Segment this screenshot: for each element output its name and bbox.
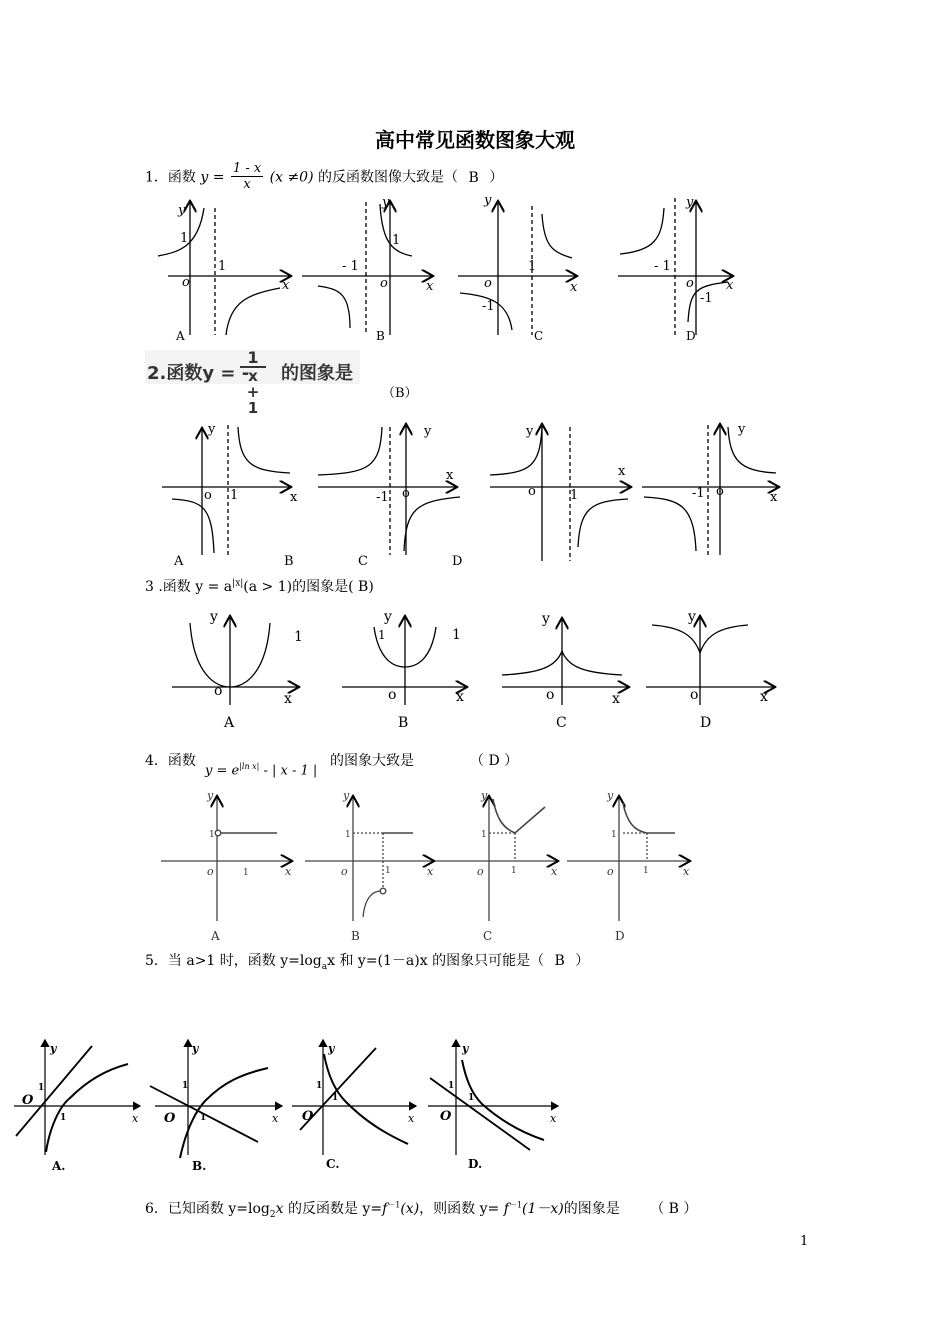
q1-c-x-label: x (570, 280, 578, 295)
q4-graph-a (161, 797, 291, 921)
q3-prefix: 3 .函数 y = a (145, 579, 233, 595)
q3-a-x-label: x (284, 691, 292, 707)
q4-a-one-x: 1 (243, 868, 249, 878)
q3-graphs (160, 605, 780, 735)
q1-a-x-label: x (282, 278, 290, 293)
q6-inverse: －1 (387, 1200, 401, 1210)
q1-c-origin: o (484, 276, 492, 291)
q2-b-x-label: x (446, 468, 454, 483)
q5-c-origin: O (302, 1109, 314, 1124)
q4-c-one: 1 (481, 830, 487, 840)
q3-c-origin: o (546, 687, 555, 703)
q2-frac-num: 1 (240, 350, 266, 368)
q4-b-y-label: y (343, 789, 350, 802)
q1-graph-b (302, 202, 432, 335)
q2-graphs (150, 415, 790, 571)
q5-d-one-x: 1 (468, 1093, 475, 1103)
q2-answer: （B） (382, 386, 418, 401)
question-6 (145, 1198, 697, 1220)
q4-graph-c (435, 797, 557, 921)
q3-a-letter: A (224, 715, 235, 731)
q1-frac-den: x (243, 177, 251, 192)
q1-b-label1: - 1 (342, 259, 359, 274)
q4-c-origin: o (477, 865, 484, 878)
q1-b-origin: o (380, 276, 388, 291)
q5-a-letter: A. (52, 1159, 66, 1173)
q2-c-letter: C (358, 554, 368, 569)
question-5 (145, 950, 589, 972)
q2-a-label1: 1 (230, 488, 239, 503)
q4-b-letter: B (351, 929, 360, 943)
q1-graphs (140, 190, 760, 348)
q4-b-one: 1 (345, 830, 351, 840)
q5-b-x-label: x (272, 1112, 279, 1125)
q4-d-one: 1 (611, 830, 617, 840)
q5-prefix: 5．当 a>1 时，函数 y=log (145, 953, 322, 969)
q4-c-y-label: y (481, 789, 488, 802)
q1-y-eq: y = (200, 169, 225, 186)
q4-b-origin: o (341, 865, 348, 878)
q4-graph-d (567, 797, 689, 921)
q5-a-one-y: 1 (38, 1083, 45, 1093)
q3-c-letter: C (556, 715, 567, 731)
q1-close: ） (489, 169, 504, 186)
q1-c-label2: -1 (482, 299, 495, 314)
q1-condition: (x ≠0) (269, 169, 314, 186)
q4-formula-base: y = e (205, 763, 240, 779)
q4-a-one: 1 (209, 830, 215, 840)
q1-a-letter: A (176, 329, 185, 343)
q4-formula-exp: |ln x| (239, 762, 260, 771)
q4-answer: （ D ） (470, 753, 519, 769)
q3-d-letter: D (700, 715, 712, 731)
q6-mid: 的反函数是 y= (283, 1201, 383, 1217)
q5-postfix: x 和 y=(1－a)x 的图象只可能是（ (327, 953, 545, 969)
q5-graphs (10, 1030, 570, 1180)
q1-number: 1．函数 (145, 169, 196, 186)
q4-graph-b (305, 797, 433, 921)
q2-graph-a (162, 425, 290, 555)
q5-a-y-label: y (50, 1042, 57, 1055)
q2-frac-den: x + 1 (246, 367, 260, 417)
q4-b-one-x: 1 (385, 866, 391, 876)
q5-graph-d (428, 1040, 558, 1155)
q2-b-label1: -1 (376, 490, 389, 505)
q3-d-x-label: x (760, 689, 768, 705)
q4-c-x-label: x (551, 865, 558, 878)
q5-d-x-label: x (550, 1112, 557, 1125)
q2-c-origin: o (528, 484, 536, 499)
q2-a-y-label: y (208, 422, 216, 437)
q6-subscript: 2 (269, 1209, 276, 1220)
q5-answer: B (554, 953, 565, 969)
q5-d-letter: D. (468, 1157, 483, 1171)
q3-a-origin: o (214, 683, 223, 699)
q4-d-one-x: 1 (643, 866, 649, 876)
question-3 (145, 576, 374, 596)
q4-graphs (155, 785, 695, 945)
q1-d-x-label: x (726, 278, 734, 293)
q2-d-letter: D (452, 554, 463, 569)
q2-a-letter: A (174, 554, 184, 569)
q1-b-label2: 1 (392, 233, 401, 248)
q1-graph-d (618, 198, 732, 335)
q5-b-y-label: y (192, 1042, 199, 1055)
q1-d-label1: - 1 (654, 259, 671, 274)
q4-c-letter: C (483, 929, 493, 943)
q6-arg2: (1－x) (522, 1201, 564, 1217)
q5-subscript: a (321, 961, 328, 972)
q1-answer: B (468, 169, 479, 186)
q3-c-x-label: x (612, 691, 620, 707)
q4-formula-rest: - | x - 1 | (263, 763, 318, 779)
q1-b-x-label: x (426, 279, 434, 294)
q2-a-origin: o (204, 488, 212, 503)
q1-a-origin: o (182, 275, 190, 290)
q2-d-label1: -1 (692, 486, 705, 501)
q3-d-y-label: y (688, 609, 696, 625)
q3-close: ) (368, 579, 374, 595)
q2-d-origin: o (716, 484, 724, 499)
q4-a-y-label: y (207, 789, 214, 802)
q4-d-origin: o (607, 865, 614, 878)
q6-prefix: 6．已知函数 y=log (145, 1201, 270, 1217)
q1-b-letter: B (376, 329, 385, 343)
q1-tail: 的反函数图像大致是（ (318, 169, 459, 186)
q2-d-x-label: x (770, 490, 778, 505)
q4-c-one-x: 1 (511, 866, 517, 876)
q1-d-label2: -1 (700, 291, 713, 306)
q2-prefix: 2.函数y = - (147, 363, 250, 384)
q5-a-x-label: x (132, 1112, 139, 1125)
q4-formula (205, 762, 317, 778)
q1-frac-num: 1 - x (232, 161, 262, 176)
q4-b-x-label: x (427, 865, 434, 878)
q5-c-letter: C. (326, 1157, 340, 1171)
q1-a-label2: 1 (218, 259, 227, 274)
q4-a-letter: A (211, 929, 220, 943)
q3-c-y-label: y (542, 611, 550, 627)
q4-d-y-label: y (607, 789, 614, 802)
q5-b-letter: B. (192, 1159, 207, 1173)
q4-prefix: 4．函数 (145, 753, 196, 769)
q6-answer: （ B ） (650, 1201, 698, 1217)
question-4 (145, 750, 196, 770)
q5-graph-b (150, 1040, 282, 1158)
q5-b-origin: O (164, 1111, 176, 1126)
q1-b-y-label: y (382, 195, 390, 210)
q1-c-y-label: y (484, 193, 492, 208)
q2-d-y-label: y (738, 422, 746, 437)
q2-a-x-label: x (290, 490, 298, 505)
q2-postfix: 的图象是 (281, 363, 353, 384)
q5-c-one-y: 1 (316, 1081, 323, 1091)
q3-answer: B (358, 579, 369, 595)
q1-graph-c (458, 202, 576, 335)
q3-b-x-label: x (456, 689, 464, 705)
q4-a-x-label: x (285, 865, 292, 878)
q1-c-letter: C (534, 329, 544, 343)
q3-b-origin: o (388, 687, 397, 703)
q4-a-origin: o (207, 865, 214, 878)
q2-graph-d (642, 425, 778, 555)
q5-close: ） (575, 953, 590, 969)
q2-c-x-label: x (618, 464, 626, 479)
q5-c-y-label: y (328, 1042, 335, 1055)
q3-graph-c (502, 619, 628, 705)
q2-c-y-label: y (526, 424, 534, 439)
q6-arg: (x) (400, 1201, 420, 1217)
q2-fraction (240, 350, 266, 416)
q6-mid2: ，则函数 y= (419, 1201, 504, 1217)
q3-graph-b (342, 617, 466, 705)
q3-b-one: 1 (378, 628, 386, 642)
question-1 (145, 162, 503, 193)
q2-b-y-label: y (424, 424, 432, 439)
q2-graph-c (490, 425, 630, 561)
q5-a-origin: O (22, 1093, 34, 1108)
page-title: 高中常见函数图象大观 (375, 128, 575, 152)
q3-a-y-label: y (210, 609, 218, 625)
q1-d-letter: D (686, 329, 696, 343)
q3-a-one: 1 (294, 629, 303, 645)
q6-f: f (382, 1201, 388, 1217)
q6-postfix: 的图象是 (563, 1201, 620, 1217)
q5-c-x-label: x (408, 1112, 415, 1125)
q1-fraction (231, 162, 263, 193)
q3-b-letter: B (398, 715, 409, 731)
q3-b-y-label: y (384, 609, 392, 625)
q3-graph-d (646, 617, 774, 705)
q5-c-one-x: 1 (332, 1093, 339, 1103)
question-2-image (145, 348, 360, 417)
q4-d-letter: D (615, 929, 625, 943)
q1-a-label1: 1 (180, 231, 189, 246)
q5-b-one-x: 1 (200, 1113, 207, 1123)
q2-graph-b (318, 425, 460, 555)
q3-graph-a (172, 617, 298, 705)
q2-b-origin: o (402, 486, 410, 501)
q2-b-letter: B (284, 554, 294, 569)
q6-x: x (275, 1201, 284, 1217)
q6-f2: f (503, 1201, 509, 1217)
q4-d-x-label: x (683, 865, 690, 878)
q4-post: 的图象大致是 (330, 753, 414, 769)
q1-d-y-label: y (686, 195, 694, 210)
q3-b-one-right: 1 (452, 627, 461, 643)
page-number: 1 (800, 1234, 809, 1249)
q6-inverse2: －1 (508, 1200, 522, 1210)
q5-a-one-x: 1 (60, 1113, 67, 1123)
q1-c-label1: 1 (528, 259, 537, 274)
q3-postfix: (a > 1)的图象是( (243, 579, 354, 595)
q3-d-origin: o (690, 687, 699, 703)
q5-d-y-label: y (462, 1042, 469, 1055)
q3-exponent: |x| (232, 578, 244, 589)
q5-graph-c (292, 1040, 416, 1155)
q1-d-origin: o (686, 276, 694, 291)
q5-d-one-y: 1 (448, 1081, 455, 1091)
q5-b-one-y: 1 (182, 1081, 189, 1091)
q5-d-origin: O (440, 1109, 452, 1124)
q2-c-label1: 1 (570, 488, 579, 503)
q1-a-y-label: y (178, 203, 186, 218)
